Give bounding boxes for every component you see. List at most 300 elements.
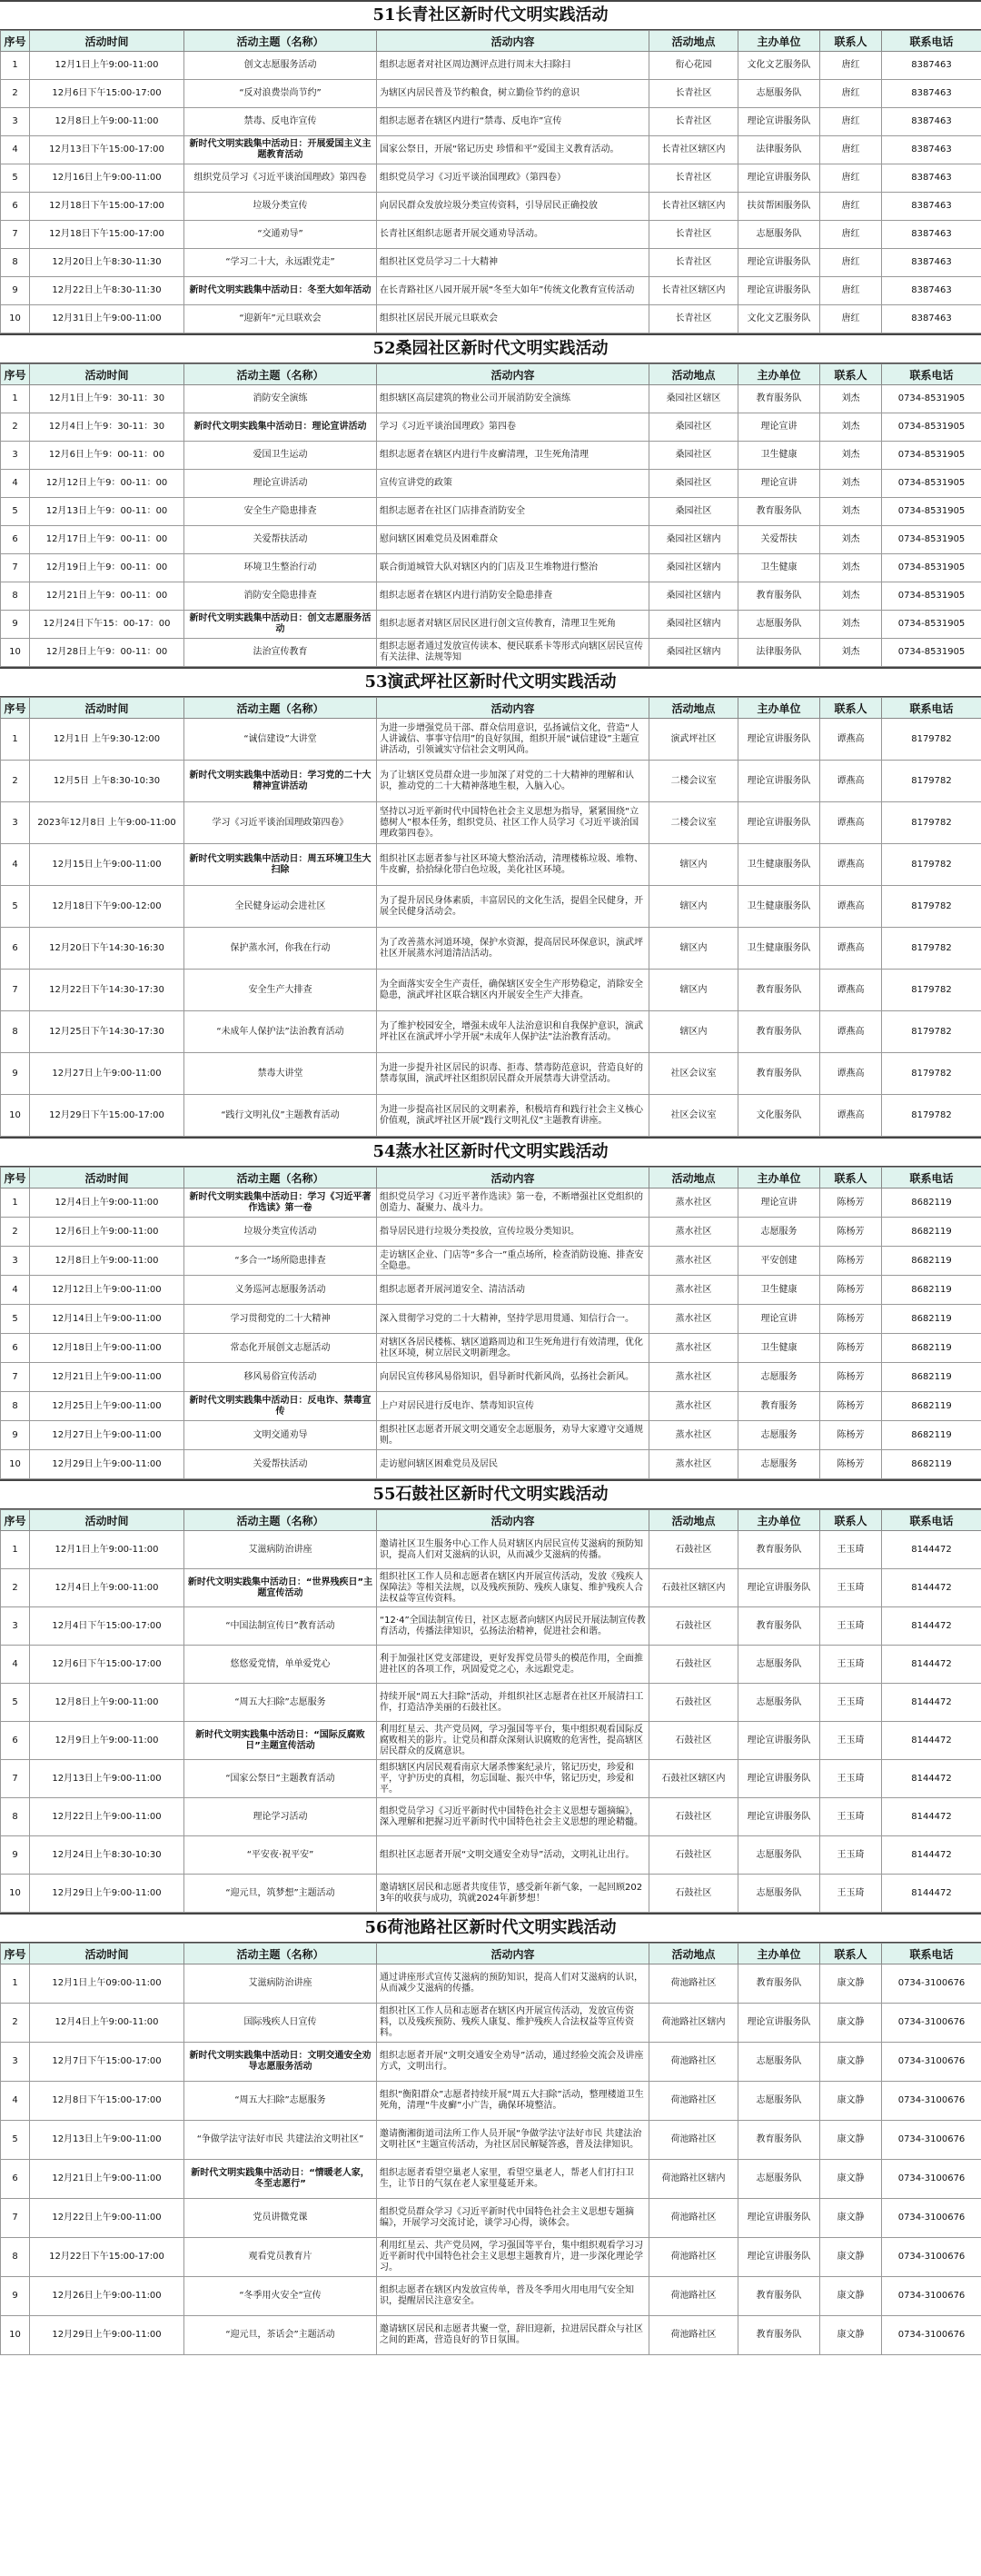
table-row [1,1760,981,1798]
activity-content: 向居民宣传移风易俗知识，倡导新时代新风尚，弘扬社会新风。 [377,1363,649,1392]
header-index: 序号 [1,698,30,719]
activity-location: 长青社区 [649,164,738,193]
row-index: 4 [1,470,30,498]
table-row [1,1722,981,1760]
activity-location: 桑园社区辖区 [649,385,738,413]
activity-location: 二楼会议室 [649,802,738,844]
row-index: 3 [1,1247,30,1276]
activity-content: 利于加强社区党支部建设，更好发挥党员带头的模范作用，全面推进社区的各项工作，巩固爱党之心，永远跟党走。 [377,1646,649,1684]
activity-time: 12月20日下午14:30-16:30 [30,928,184,970]
activity-time: 12月13日上午9：00-11：00 [30,498,184,526]
contact-person: 王玉琦 [820,1607,882,1646]
contact-phone: 8179782 [882,761,981,802]
organizer: 教育服务队 [738,1011,820,1053]
section-title: 55石鼓社区新时代文明实践活动 [0,1479,981,1509]
activity-topic: 新时代文明实践集中活动日：创文志愿服务活动 [184,611,377,639]
activity-content: 为辖区内居民普及节约粮食，树立勤俭节约的意识 [377,80,649,108]
table-row [1,1450,981,1479]
activity-time: 12月12日上午9：00-11：00 [30,470,184,498]
activity-time: 12月21日上午9:00-11:00 [30,1363,184,1392]
activity-topic: “诚信建设”大讲堂 [184,719,377,761]
activity-content: 组织社区工作人员和志愿者在辖区内开展宣传活动，发放《残疾人保障法》等相关法规，以及残疾预防、残疾人康复、维护残疾人合法权益等宣传资料。 [377,1569,649,1607]
row-index: 1 [1,385,30,413]
activity-content: 为进一步提高社区居民的文明素养，积极培育和践行社会主义核心价值观，演武坪社区开展“践行文明礼仪”主题教育讲座。 [377,1095,649,1137]
activity-topic: 全民健身运动会进社区 [184,886,377,928]
header-organizer: 主办单位 [738,1168,820,1189]
row-index: 3 [1,108,30,136]
activity-topic: 新时代文明实践集中活动日：理论宣讲活动 [184,413,377,442]
table-row [1,249,981,277]
table-row [1,413,981,442]
contact-person: 陈杨芳 [820,1421,882,1450]
row-index: 9 [1,611,30,639]
organizer: 志愿服务队 [738,1875,820,1913]
contact-person: 刘杰 [820,582,882,611]
row-index: 5 [1,2121,30,2160]
community-section [0,333,981,667]
activity-time: 12月17日上午9：00-11：00 [30,526,184,554]
row-index: 1 [1,1964,30,2004]
table-row [1,1531,981,1569]
organizer: 平安创建 [738,1247,820,1276]
contact-person: 陈杨芳 [820,1189,882,1218]
organizer: 法律服务队 [738,639,820,667]
activity-topic: 关爱帮扶活动 [184,526,377,554]
table-row [1,2238,981,2277]
activity-topic: “未成年人保护法”法治教育活动 [184,1011,377,1053]
activity-topic: 艾滋病防治讲座 [184,1964,377,2004]
table-row [1,844,981,886]
activity-topic: 安全生产隐患排查 [184,498,377,526]
header-topic: 活动主题（名称） [184,1510,377,1531]
header-organizer: 主办单位 [738,698,820,719]
table-row [1,385,981,413]
activity-content: 利用红星云、共产党员网，学习强国等平台，集中组织观看学习习近平新时代中国特色社会主义思想主题教育片，进一步深化理论学习。 [377,2238,649,2277]
header-index: 序号 [1,364,30,385]
community-section [0,667,981,1137]
contact-person: 陈杨芳 [820,1276,882,1305]
activity-location: 桑园社区 [649,413,738,442]
activity-location: 长青社区 [649,108,738,136]
organizer: 理论宣讲服务队 [738,277,820,305]
contact-phone: 0734-3100676 [882,2121,981,2160]
contact-person: 谭燕高 [820,1095,882,1137]
activity-content: 组织志愿者通过发放宣传读本、便民联系卡等形式向辖区居民宣传有关法律、法规等知 [377,639,649,667]
row-index: 10 [1,639,30,667]
organizer: 志愿服务队 [738,1684,820,1722]
contact-phone: 8387463 [882,305,981,333]
header-time: 活动时间 [30,1944,184,1964]
header-index: 序号 [1,1168,30,1189]
activity-location: 荷池路社区 [649,2277,738,2316]
row-index: 10 [1,1450,30,1479]
activity-location: 荷池路社区辖内 [649,2004,738,2043]
table-row [1,1607,981,1646]
organizer: 理论宣讲服务队 [738,1569,820,1607]
activity-location: 长青社区 [649,305,738,333]
header-time: 活动时间 [30,31,184,52]
activity-topic: 悠悠爱党情，单单爱党心 [184,1646,377,1684]
activity-location: 长青社区 [649,80,738,108]
activity-topic: “多合一”场所隐患排查 [184,1247,377,1276]
row-index: 4 [1,2082,30,2121]
header-location: 活动地点 [649,31,738,52]
activity-location: 石鼓社区 [649,1531,738,1569]
row-index: 9 [1,277,30,305]
organizer: 卫生健康 [738,1334,820,1363]
activity-topic: “交通劝导” [184,221,377,249]
header-topic: 活动主题（名称） [184,1168,377,1189]
row-index: 3 [1,802,30,844]
contact-person: 康文静 [820,1964,882,2004]
activity-table [0,363,981,667]
organizer: 文化服务队 [738,1095,820,1137]
table-row [1,1247,981,1276]
activity-content: 向居民群众发放垃圾分类宣传资料，引导居民正确投放 [377,193,649,221]
activity-time: 12月19日上午9：00-11：00 [30,554,184,582]
contact-phone: 0734-3100676 [882,1964,981,2004]
activity-time: 12月25日上午9:00-11:00 [30,1392,184,1421]
activity-time: 12月13日下午15:00-17:00 [30,136,184,164]
organizer: 教育服务队 [738,1964,820,2004]
activity-topic: 新时代文明实践集中活动日：“情暖老人家，冬至志愿行” [184,2160,377,2199]
activity-time: 12月1日上午9:00-11:00 [30,52,184,80]
contact-phone: 8144472 [882,1607,981,1646]
organizer: 志愿服务队 [738,1646,820,1684]
activity-location: 辖区内 [649,1011,738,1053]
contact-person: 康文静 [820,2082,882,2121]
contact-person: 陈杨芳 [820,1363,882,1392]
activity-topic: “践行文明礼仪”主题教育活动 [184,1095,377,1137]
contact-phone: 8682119 [882,1247,981,1276]
community-section [0,0,981,333]
organizer: 法律服务队 [738,136,820,164]
header-location: 活动地点 [649,1944,738,1964]
contact-person: 康文静 [820,2004,882,2043]
contact-phone: 0734-3100676 [882,2238,981,2277]
activity-time: 12月22日上午9:00-11:00 [30,1798,184,1836]
header-content: 活动内容 [377,1944,649,1964]
contact-person: 刘杰 [820,526,882,554]
header-phone: 联系电话 [882,1168,981,1189]
activity-content: 组织志愿者开展河道安全、清洁活动 [377,1276,649,1305]
activity-location: 蒸水社区 [649,1334,738,1363]
row-index: 4 [1,1276,30,1305]
table-row [1,221,981,249]
activity-location: 辖区内 [649,844,738,886]
row-index: 7 [1,970,30,1011]
activity-content: 联合街道城管大队对辖区内的门店及卫生堆物进行整治 [377,554,649,582]
activity-time: 12月13日上午9:00-11:00 [30,2121,184,2160]
contact-person: 唐红 [820,52,882,80]
contact-phone: 0734-3100676 [882,2004,981,2043]
activity-topic: “国家公祭日”主题教育活动 [184,1760,377,1798]
table-row [1,2121,981,2160]
contact-phone: 8179782 [882,970,981,1011]
contact-phone: 8387463 [882,277,981,305]
contact-phone: 0734-3100676 [882,2199,981,2238]
activity-content: 组织志愿者看望空巢老人家里，看望空巢老人，帮老人们打扫卫生，让节日的气氛在老人家里蔓延开来。 [377,2160,649,2199]
activity-table [0,697,981,1137]
community-section [0,1479,981,1913]
activity-location: 蒸水社区 [649,1276,738,1305]
activity-time: 12月22日上午8:30-11:30 [30,277,184,305]
header-content: 活动内容 [377,1168,649,1189]
activity-time: 12月6日下午15:00-17:00 [30,1646,184,1684]
organizer: 志愿服务 [738,1450,820,1479]
contact-phone: 8682119 [882,1189,981,1218]
contact-phone: 8387463 [882,52,981,80]
organizer: 教育服务队 [738,970,820,1011]
row-index: 8 [1,1011,30,1053]
activity-time: 2023年12月8日 上午9:00-11:00 [30,802,184,844]
activity-topic: 新时代文明实践集中活动日：学习党的二十大精神宣讲活动 [184,761,377,802]
activity-time: 12月16日上午9:00-11:00 [30,164,184,193]
organizer: 卫生健康 [738,554,820,582]
activity-location: 桑园社区辖内 [649,611,738,639]
table-row [1,886,981,928]
activity-location: 蒸水社区 [649,1392,738,1421]
header-location: 活动地点 [649,364,738,385]
contact-person: 唐红 [820,249,882,277]
row-index: 8 [1,582,30,611]
row-index: 4 [1,844,30,886]
row-index: 2 [1,2004,30,2043]
row-index: 6 [1,2160,30,2199]
activity-topic: 观看党员教育片 [184,2238,377,2277]
activity-topic: 移风易俗宣传活动 [184,1363,377,1392]
organizer: 教育服务队 [738,1607,820,1646]
activity-location: 荷池路社区 [649,2043,738,2082]
organizer: 教育服务队 [738,498,820,526]
activity-location: 蒸水社区 [649,1421,738,1450]
activity-topic: 文明交通劝导 [184,1421,377,1450]
contact-person: 康文静 [820,2238,882,2277]
table-row [1,2199,981,2238]
activity-location: 社区会议室 [649,1095,738,1137]
contact-phone: 8179782 [882,844,981,886]
contact-phone: 0734-8531905 [882,554,981,582]
header-phone: 联系电话 [882,1944,981,1964]
activity-time: 12月28日上午9：00-11：00 [30,639,184,667]
section-title: 56荷池路社区新时代文明实践活动 [0,1913,981,1943]
contact-phone: 0734-8531905 [882,611,981,639]
activity-time: 12月27日上午9:00-11:00 [30,1421,184,1450]
activity-location: 荷池路社区 [649,2082,738,2121]
table-header-row [1,1510,981,1531]
activity-content: 长青社区组织志愿者开展交通劝导活动。 [377,221,649,249]
activity-topic: 理论学习活动 [184,1798,377,1836]
table-row [1,1798,981,1836]
contact-person: 陈杨芳 [820,1392,882,1421]
activity-content: 组织志愿者在辖区内发放宣传单，普及冬季用火用电用气安全知识，提醒居民注意安全。 [377,2277,649,2316]
contact-person: 王玉琦 [820,1569,882,1607]
activity-content: 邀请辖区居民和志愿者共聚一堂，辞旧迎新，拉进居民群众与社区之间的距离，营造良好的节日氛围。 [377,2316,649,2355]
row-index: 7 [1,554,30,582]
header-phone: 联系电话 [882,1510,981,1531]
section-title: 51长青社区新时代文明实践活动 [0,0,981,30]
activity-location: 蒸水社区 [649,1450,738,1479]
contact-person: 谭燕高 [820,970,882,1011]
organizer: 志愿服务 [738,1218,820,1247]
activity-location: 石鼓社区 [649,1798,738,1836]
contact-phone: 8144472 [882,1722,981,1760]
activity-content: 组织志愿者开展“文明交通安全劝导”活动，通过经验交流会及讲座方式，文明出行。 [377,2043,649,2082]
activity-time: 12月31日上午9:00-11:00 [30,305,184,333]
section-title: 54蒸水社区新时代文明实践活动 [0,1137,981,1167]
table-row [1,1053,981,1095]
table-header-row [1,31,981,52]
activity-location: 桑园社区辖内 [649,554,738,582]
activity-location: 桑园社区 [649,442,738,470]
table-row [1,498,981,526]
contact-person: 谭燕高 [820,1053,882,1095]
activity-content: 组织志愿者对社区周边测评点进行周末大扫除扫 [377,52,649,80]
activity-time: 12月7日下午15:00-17:00 [30,2043,184,2082]
row-index: 6 [1,526,30,554]
header-topic: 活动主题（名称） [184,364,377,385]
contact-phone: 8179782 [882,802,981,844]
organizer: 卫生健康服务队 [738,928,820,970]
activity-location: 辖区内 [649,928,738,970]
contact-phone: 8179782 [882,886,981,928]
organizer: 教育服务 [738,1392,820,1421]
activity-location: 蒸水社区 [649,1218,738,1247]
table-row [1,52,981,80]
activity-content: 为全面落实安全生产责任，确保辖区安全生产形势稳定，消除安全隐患，演武坪社区联合辖区内开展安全生产大排查。 [377,970,649,1011]
header-content: 活动内容 [377,1510,649,1531]
row-index: 9 [1,1053,30,1095]
contact-person: 谭燕高 [820,928,882,970]
contact-person: 刘杰 [820,470,882,498]
organizer: 文化文艺服务队 [738,305,820,333]
activity-content: “12·4”全国法制宣传日，社区志愿者向辖区内居民开展法制宣传教育活动，传播法律知识，弘扬法治精神，促进社会和谐。 [377,1607,649,1646]
section-title: 52桑园社区新时代文明实践活动 [0,333,981,363]
activity-location: 衔心花园 [649,52,738,80]
activity-topic: 法治宣传教育 [184,639,377,667]
activity-location: 石鼓社区辖区内 [649,1569,738,1607]
activity-time: 12月5日 上午8:30-10:30 [30,761,184,802]
row-index: 3 [1,1607,30,1646]
activity-location: 荷池路社区 [649,1964,738,2004]
organizer: 理论宣讲 [738,1305,820,1334]
activity-location: 桑园社区 [649,498,738,526]
activity-content: 国家公祭日，开展“铭记历史 珍惜和平”爱国主义教育活动。 [377,136,649,164]
table-row [1,928,981,970]
activity-time: 12月24日上午8:30-10:30 [30,1836,184,1875]
activity-location: 石鼓社区 [649,1684,738,1722]
row-index: 6 [1,193,30,221]
contact-person: 陈杨芳 [820,1218,882,1247]
row-index: 5 [1,164,30,193]
activity-time: 12月14日上午9:00-11:00 [30,1305,184,1334]
row-index: 5 [1,498,30,526]
activity-time: 12月22日下午15:00-17:00 [30,2238,184,2277]
activity-content: 为进一步提升社区居民的识毒、拒毒、禁毒防范意识，营造良好的禁毒氛围，演武坪社区组织居民群众开展禁毒大讲堂活动。 [377,1053,649,1095]
activity-location: 石鼓社区 [649,1607,738,1646]
activity-topic: 垃圾分类宣传 [184,193,377,221]
table-row [1,80,981,108]
activity-time: 12月29日上午9:00-11:00 [30,1875,184,1913]
header-time: 活动时间 [30,698,184,719]
contact-phone: 8682119 [882,1218,981,1247]
organizer: 卫生健康服务队 [738,844,820,886]
activity-time: 12月18日上午9:00-11:00 [30,1334,184,1363]
activity-location: 荷池路社区 [649,2238,738,2277]
contact-person: 刘杰 [820,498,882,526]
header-content: 活动内容 [377,364,649,385]
header-organizer: 主办单位 [738,1510,820,1531]
activity-content: 组织志愿者在辖区内进行牛皮癣清理，卫生死角清理 [377,442,649,470]
row-index: 2 [1,80,30,108]
activity-location: 荷池路社区 [649,2316,738,2355]
header-topic: 活动主题（名称） [184,1944,377,1964]
contact-phone: 0734-3100676 [882,2043,981,2082]
contact-person: 康文静 [820,2199,882,2238]
activity-location: 荷池路社区 [649,2199,738,2238]
activity-topic: “周五大扫除”志愿服务 [184,2082,377,2121]
contact-phone: 8179782 [882,928,981,970]
organizer: 理论宣讲服务队 [738,2199,820,2238]
row-index: 10 [1,305,30,333]
activity-topic: 禁毒大讲堂 [184,1053,377,1095]
table-row [1,305,981,333]
activity-content: 邀请社区卫生服务中心工作人员对辖区内居民宣传艾滋病的预防知识，提高人们对艾滋病的认识，从而减少艾滋病的传播。 [377,1531,649,1569]
activity-time: 12月8日下午15:00-17:00 [30,2082,184,2121]
contact-phone: 8144472 [882,1684,981,1722]
header-contact: 联系人 [820,1510,882,1531]
contact-phone: 8387463 [882,108,981,136]
contact-phone: 0734-3100676 [882,2160,981,2199]
activity-topic: 党员讲微党课 [184,2199,377,2238]
activity-topic: 艾滋病防治讲座 [184,1531,377,1569]
table-header-row [1,1944,981,1964]
contact-phone: 0734-3100676 [882,2277,981,2316]
activity-time: 12月18日下午9:00-12:00 [30,886,184,928]
organizer: 志愿服务队 [738,611,820,639]
contact-person: 王玉琦 [820,1760,882,1798]
organizer: 志愿服务 [738,1363,820,1392]
organizer: 教育服务队 [738,385,820,413]
table-row [1,1095,981,1137]
organizer: 教育服务队 [738,1531,820,1569]
activity-content: 组织志愿者在辖区内进行“禁毒、反电诈”宣传 [377,108,649,136]
row-index: 10 [1,1095,30,1137]
table-row [1,1189,981,1218]
row-index: 1 [1,1189,30,1218]
contact-phone: 8682119 [882,1305,981,1334]
activity-time: 12月18日下午15:00-17:00 [30,193,184,221]
contact-phone: 8387463 [882,221,981,249]
table-row [1,164,981,193]
table-header-row [1,698,981,719]
table-row [1,1392,981,1421]
header-location: 活动地点 [649,1510,738,1531]
contact-person: 王玉琦 [820,1798,882,1836]
activity-topic: “反对浪费崇尚节约” [184,80,377,108]
activity-topic: 创文志愿服务活动 [184,52,377,80]
organizer: 理论宣讲服务队 [738,1760,820,1798]
activity-topic: “平安夜·祝平安” [184,1836,377,1875]
activity-location: 辖区内 [649,886,738,928]
activity-topic: “迎新年”元旦联欢会 [184,305,377,333]
activity-content: 走访辖区企业、门店等“多合一”重点场所，检查消防设施、排查安全隐患。 [377,1247,649,1276]
contact-phone: 0734-8531905 [882,470,981,498]
table-row [1,719,981,761]
contact-phone: 8387463 [882,249,981,277]
header-contact: 联系人 [820,364,882,385]
activity-topic: 义务巡河志愿服务活动 [184,1276,377,1305]
